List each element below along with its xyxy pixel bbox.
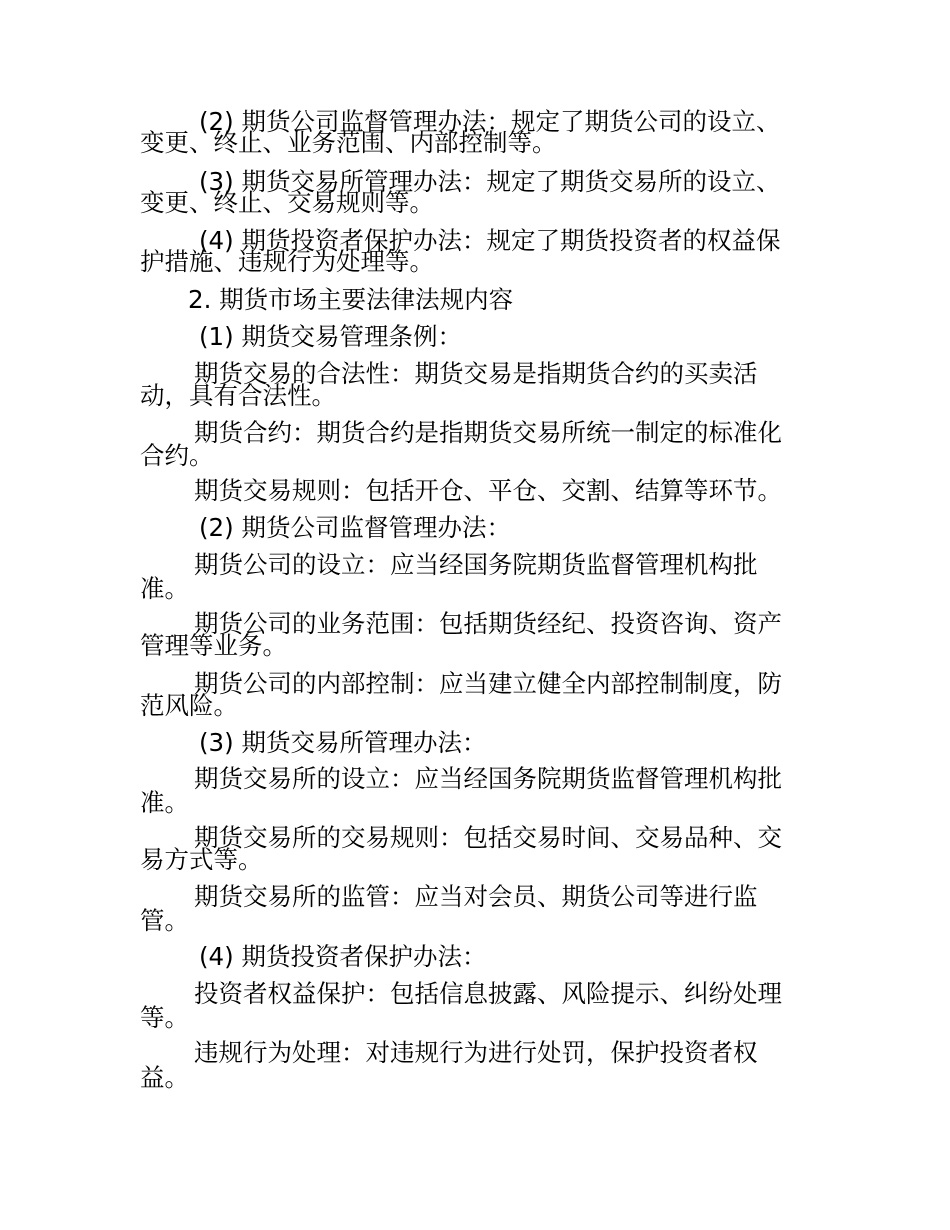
paragraph-continuation: 范风险。 xyxy=(140,691,238,720)
paragraph-line: 期货公司的内部控制：应当建立健全内部控制制度，防 xyxy=(194,669,782,698)
paragraph-line: 期货交易的合法性：期货交易是指期货合约的买卖活 xyxy=(194,359,758,388)
paragraph-line: (3) 期货交易所管理办法：规定了期货交易所的设立、 xyxy=(199,167,781,196)
subsection-heading: (3) 期货交易所管理办法： xyxy=(199,728,487,757)
paragraph-continuation: 变更、终止、交易规则等。 xyxy=(140,188,434,217)
paragraph-line: 期货公司的业务范围：包括期货经纪、投资咨询、资产 xyxy=(194,609,782,638)
paragraph-continuation: 管理等业务。 xyxy=(140,631,287,660)
paragraph-line: 期货交易规则：包括开仓、平仓、交割、结算等环节。 xyxy=(194,476,782,505)
paragraph-line: 期货交易所的设立：应当经国务院期货监督管理机构批 xyxy=(194,764,782,793)
paragraph-line: 期货交易所的交易规则：包括交易时间、交易品种、交 xyxy=(194,823,782,852)
paragraph-line: (4) 期货投资者保护办法：规定了期货投资者的权益保 xyxy=(199,226,781,255)
subsection-heading: (4) 期货投资者保护办法： xyxy=(199,942,487,971)
paragraph-continuation: 易方式等。 xyxy=(140,845,263,874)
paragraph-continuation: 管。 xyxy=(140,906,189,935)
paragraph-continuation: 准。 xyxy=(140,788,189,817)
paragraph-continuation: 变更、终止、业务范围、内部控制等。 xyxy=(140,128,557,157)
paragraph-line: 期货交易所的监管：应当对会员、期货公司等进行监 xyxy=(194,882,758,911)
subsection-heading: (1) 期货交易管理条例： xyxy=(199,322,462,351)
paragraph-line: 期货公司的设立：应当经国务院期货监督管理机构批 xyxy=(194,550,758,579)
paragraph-continuation: 准。 xyxy=(140,574,189,603)
paragraph-line: 违规行为处理：对违规行为进行处罚，保护投资者权 xyxy=(194,1038,758,1067)
paragraph-continuation: 护措施、违规行为处理等。 xyxy=(140,247,434,276)
paragraph-line: 期货合约：期货合约是指期货交易所统一制定的标准化 xyxy=(194,418,782,447)
paragraph-line: 投资者权益保护：包括信息披露、风险提示、纠纷处理 xyxy=(194,979,782,1008)
paragraph-line: (2) 期货公司监督管理办法：规定了期货公司的设立、 xyxy=(199,107,781,136)
paragraph-continuation: 动，具有合法性。 xyxy=(140,381,336,410)
paragraph-continuation: 合约。 xyxy=(140,441,214,470)
paragraph-continuation: 等。 xyxy=(140,1003,189,1032)
subsection-heading: (2) 期货公司监督管理办法： xyxy=(199,513,511,542)
paragraph-continuation: 益。 xyxy=(140,1063,189,1092)
section-heading: 2. 期货市场主要法律法规内容 xyxy=(188,285,514,314)
